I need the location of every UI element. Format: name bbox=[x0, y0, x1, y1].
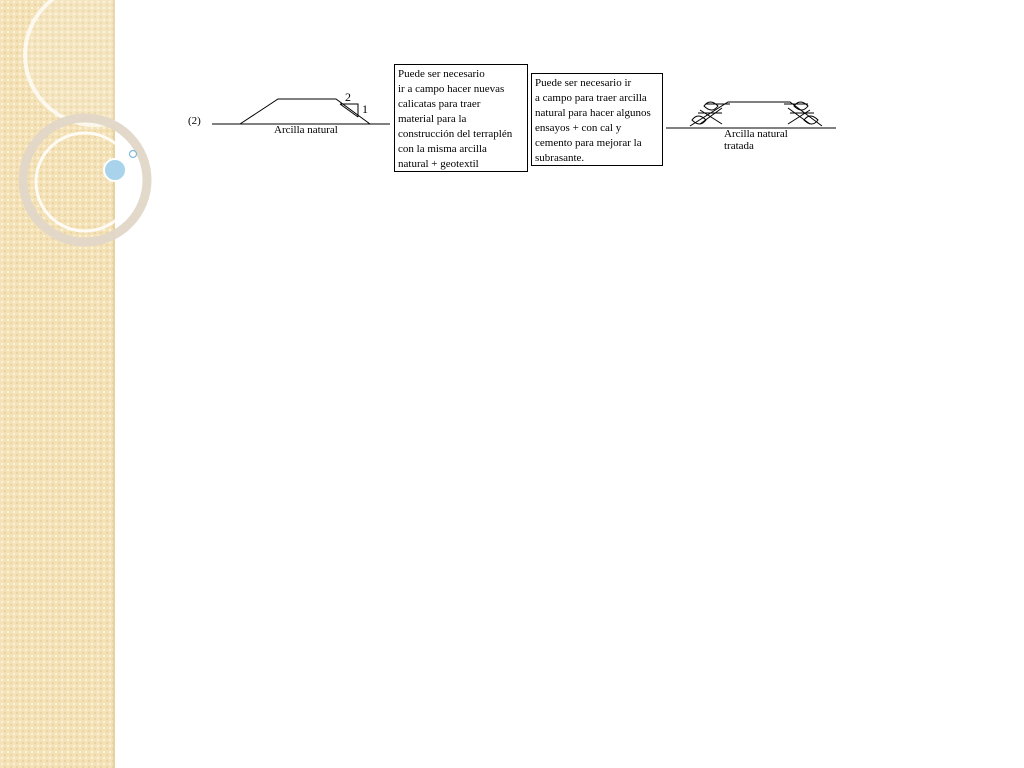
right-figure-label-line1: Arcilla natural bbox=[724, 128, 788, 140]
note-1-line: calicatas para traer bbox=[398, 98, 481, 110]
note-box-treatment-tests bbox=[531, 73, 663, 166]
note-1-line: construcción del terraplén bbox=[398, 128, 513, 140]
note-1-line: material para la bbox=[398, 113, 467, 125]
note-1-line: con la misma arcilla bbox=[398, 143, 487, 155]
anchor-loop-left-1 bbox=[704, 102, 718, 110]
note-2-line: subrasante. bbox=[535, 152, 585, 164]
note-2-line: Puede ser necesario ir bbox=[535, 77, 632, 89]
note-2-line: natural para hacer algunos bbox=[535, 107, 651, 119]
note-1-line: ir a campo hacer nuevas bbox=[398, 83, 505, 95]
right-embankment-outline bbox=[690, 102, 822, 126]
note-2-line: cemento para mejorar la bbox=[535, 137, 642, 149]
note-1-line: Puede ser necesario bbox=[398, 68, 485, 80]
right-embankment-figure bbox=[666, 102, 836, 128]
slope-horizontal-label: 1 bbox=[362, 102, 368, 116]
right-figure-label-line2: tratada bbox=[724, 140, 754, 152]
item-number-label: (2) bbox=[188, 115, 201, 127]
slope-vertical-label: 2 bbox=[345, 90, 351, 104]
note-box-new-material bbox=[394, 64, 528, 172]
left-figure-label: Arcilla natural bbox=[274, 124, 338, 136]
note-2-line: a campo para traer arcilla bbox=[535, 92, 647, 104]
note-2-line: ensayos + con cal y bbox=[535, 122, 622, 134]
note-1-line: natural + geotextil bbox=[398, 158, 479, 170]
slope-ratio-hypotenuse bbox=[340, 104, 358, 117]
